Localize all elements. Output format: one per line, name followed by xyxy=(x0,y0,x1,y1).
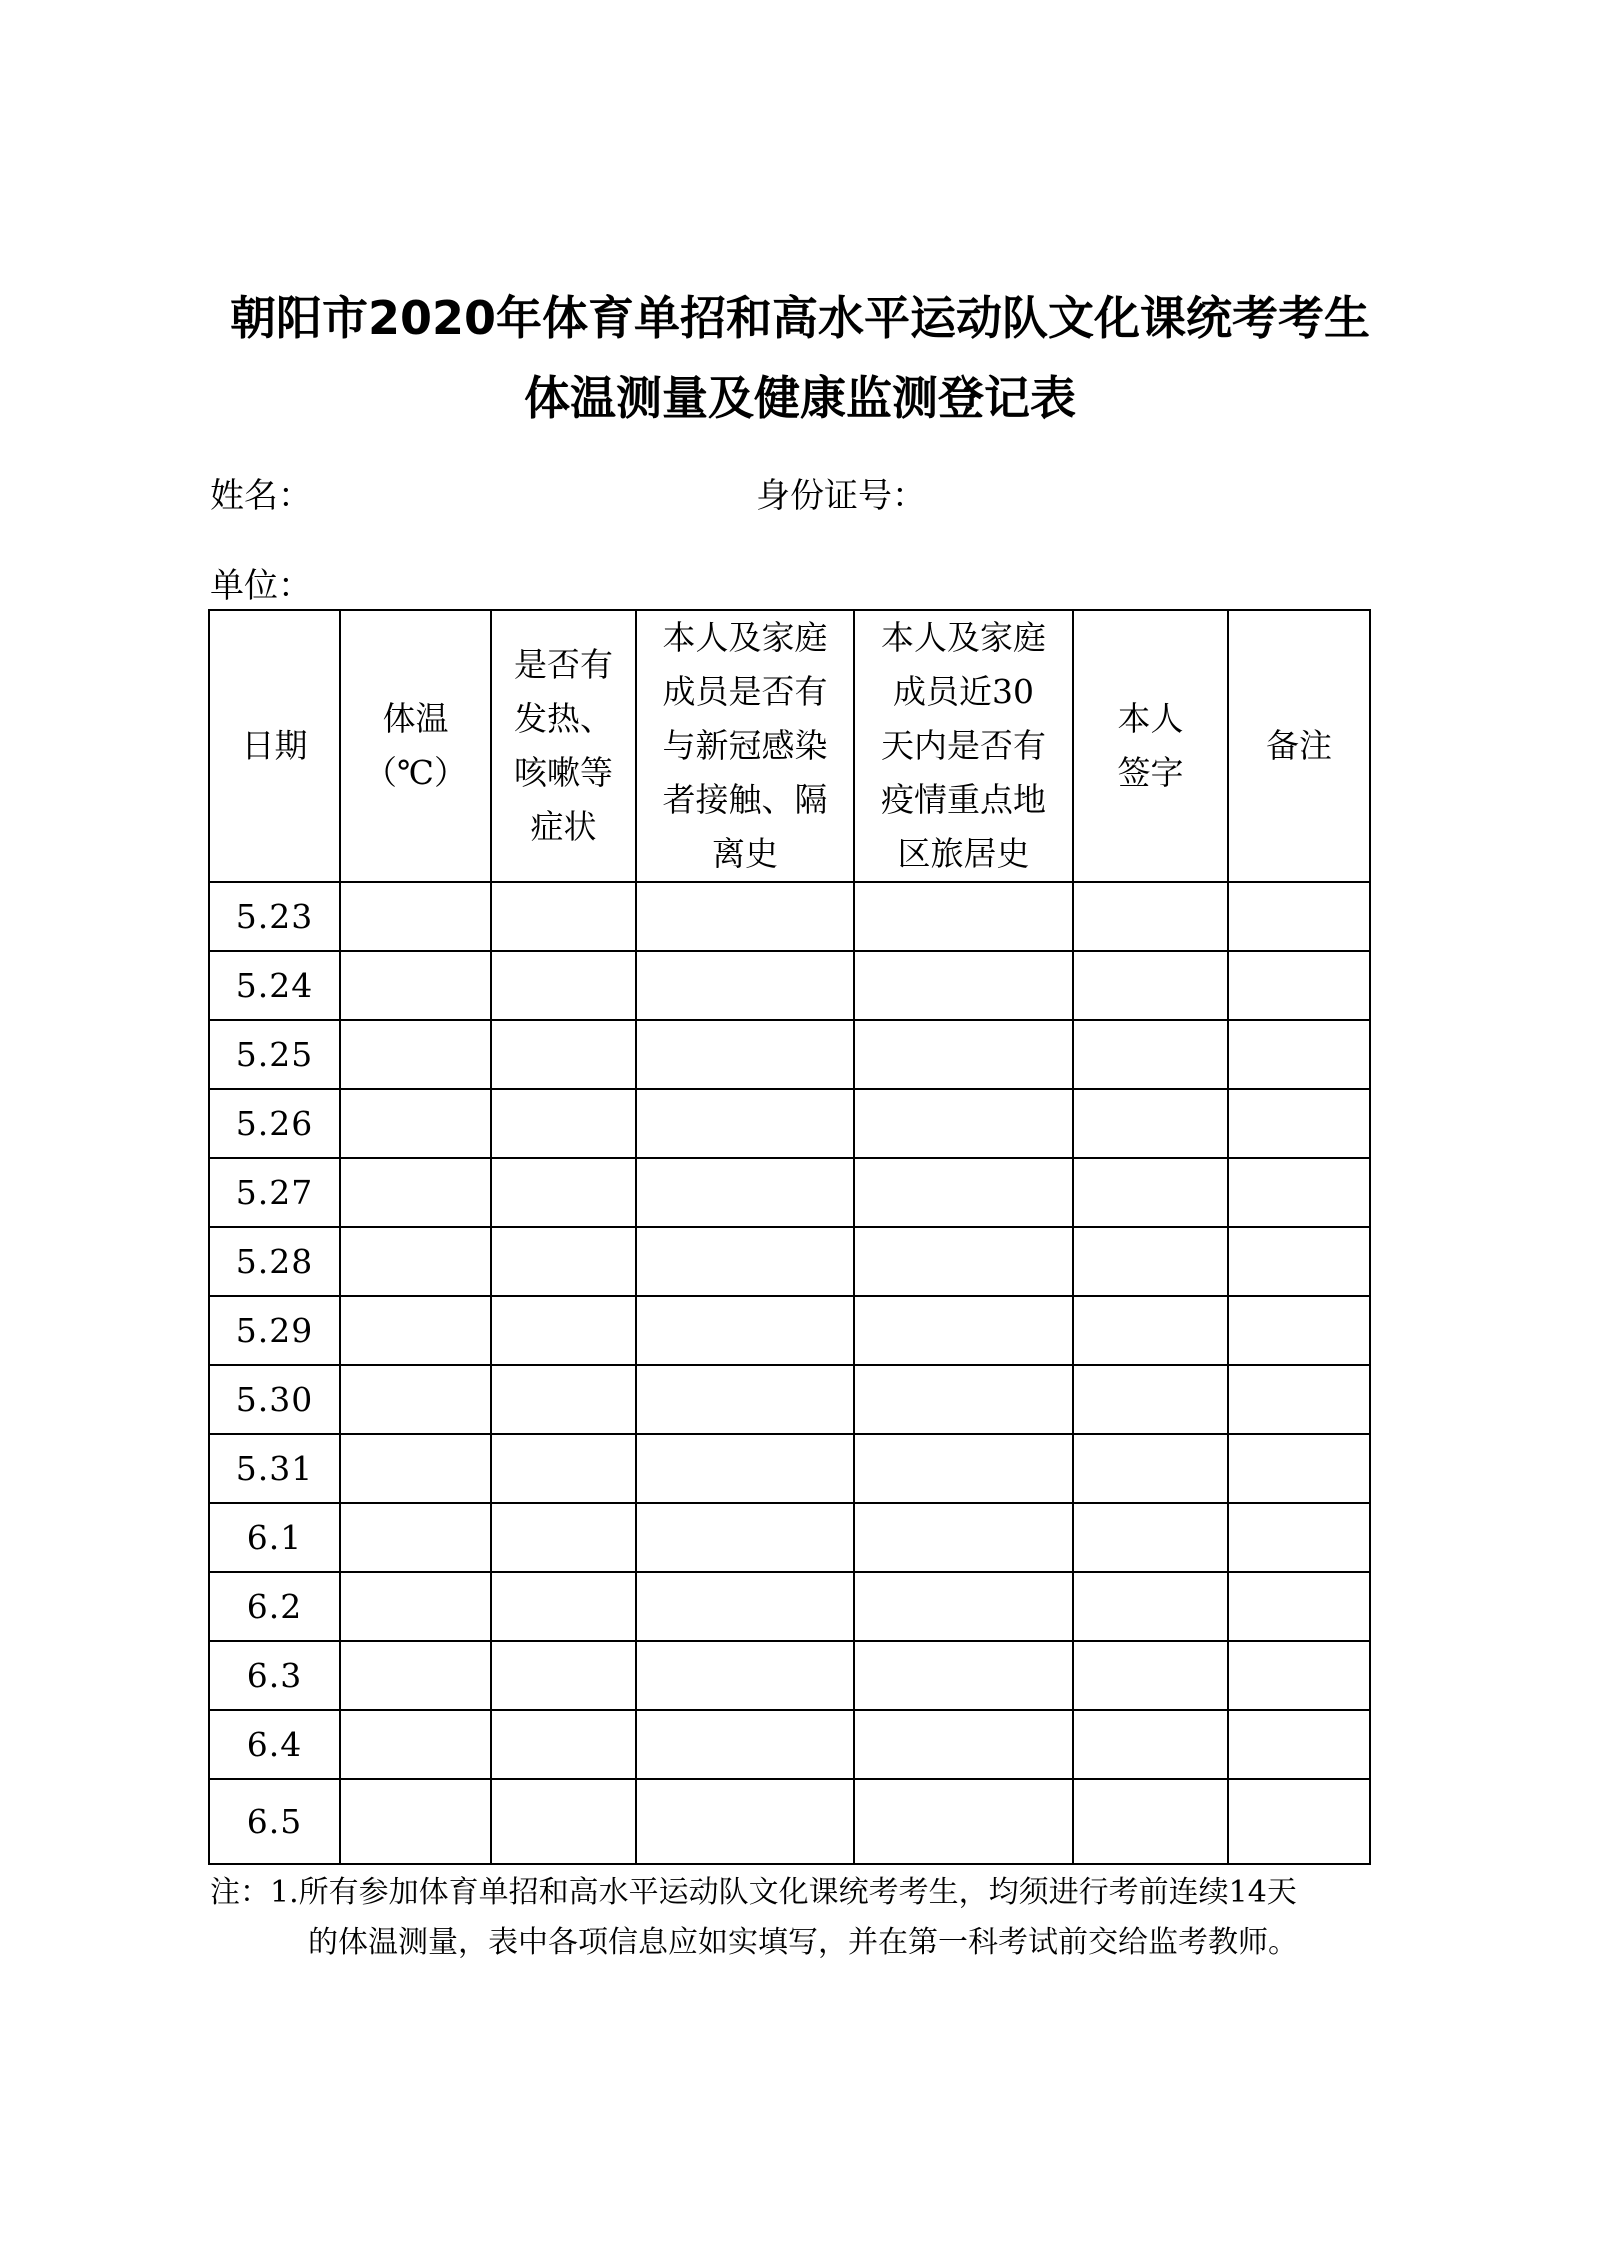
symptoms-cell[interactable] xyxy=(491,951,636,1020)
symptoms-cell[interactable] xyxy=(491,1503,636,1572)
travel-history-cell[interactable] xyxy=(854,1503,1073,1572)
header-signature: 本人 签字 xyxy=(1073,610,1228,882)
symptoms-cell[interactable] xyxy=(491,1089,636,1158)
date-cell: 5.30 xyxy=(209,1365,340,1434)
date-cell: 5.25 xyxy=(209,1020,340,1089)
table-body xyxy=(209,882,1370,1864)
table-row xyxy=(209,1710,1370,1779)
remarks-cell[interactable] xyxy=(1228,1296,1370,1365)
symptoms-cell[interactable] xyxy=(491,1572,636,1641)
signature-cell[interactable] xyxy=(1073,1503,1228,1572)
symptoms-cell[interactable] xyxy=(491,1296,636,1365)
symptoms-cell[interactable] xyxy=(491,882,636,951)
table-header-row xyxy=(209,610,1370,882)
name-label: 姓名： xyxy=(210,476,312,516)
table-row xyxy=(209,1365,1370,1434)
date-cell: 5.29 xyxy=(209,1296,340,1365)
signature-cell[interactable] xyxy=(1073,1434,1228,1503)
remarks-cell[interactable] xyxy=(1228,1779,1370,1864)
date-cell: 5.27 xyxy=(209,1158,340,1227)
contact-history-cell[interactable] xyxy=(636,1710,854,1779)
table-row xyxy=(209,1572,1370,1641)
contact-history-cell[interactable] xyxy=(636,1572,854,1641)
header-date: 日期 xyxy=(209,610,340,882)
table-row xyxy=(209,882,1370,951)
date-cell: 6.1 xyxy=(209,1503,340,1572)
travel-history-cell[interactable] xyxy=(854,1641,1073,1710)
footnote-line-2: 的体温测量，表中各项信息应如实填写，并在第一科考试前交给监考教师。 xyxy=(308,1925,1298,1960)
symptoms-cell[interactable] xyxy=(491,1779,636,1864)
symptoms-cell[interactable] xyxy=(491,1641,636,1710)
remarks-cell[interactable] xyxy=(1228,1365,1370,1434)
signature-cell[interactable] xyxy=(1073,1710,1228,1779)
travel-history-cell[interactable] xyxy=(854,1779,1073,1864)
table-row xyxy=(209,1089,1370,1158)
remarks-cell[interactable] xyxy=(1228,951,1370,1020)
signature-cell[interactable] xyxy=(1073,1365,1228,1434)
travel-history-cell[interactable] xyxy=(854,1434,1073,1503)
temperature-cell[interactable] xyxy=(340,1572,491,1641)
temperature-cell[interactable] xyxy=(340,1296,491,1365)
symptoms-cell[interactable] xyxy=(491,1158,636,1227)
contact-history-cell[interactable] xyxy=(636,1227,854,1296)
table-row xyxy=(209,1296,1370,1365)
symptoms-cell[interactable] xyxy=(491,1227,636,1296)
contact-history-cell[interactable] xyxy=(636,882,854,951)
travel-history-cell[interactable] xyxy=(854,1158,1073,1227)
remarks-cell[interactable] xyxy=(1228,1503,1370,1572)
travel-history-cell[interactable] xyxy=(854,1089,1073,1158)
document-title-line-2: 体温测量及健康监测登记表 xyxy=(524,371,1076,425)
symptoms-cell[interactable] xyxy=(491,1365,636,1434)
contact-history-cell[interactable] xyxy=(636,1020,854,1089)
table-row xyxy=(209,1434,1370,1503)
table-row xyxy=(209,1227,1370,1296)
date-cell: 5.31 xyxy=(209,1434,340,1503)
travel-history-cell[interactable] xyxy=(854,951,1073,1020)
document-title-line-1: 朝阳市2020年体育单招和高水平运动队文化课统考考生 xyxy=(229,291,1371,345)
contact-history-cell[interactable] xyxy=(636,1296,854,1365)
date-cell: 5.24 xyxy=(209,951,340,1020)
travel-history-cell[interactable] xyxy=(854,1710,1073,1779)
date-cell: 5.28 xyxy=(209,1227,340,1296)
travel-history-cell[interactable] xyxy=(854,1020,1073,1089)
temperature-cell[interactable] xyxy=(340,1434,491,1503)
remarks-cell[interactable] xyxy=(1228,1020,1370,1089)
travel-history-cell[interactable] xyxy=(854,1296,1073,1365)
contact-history-cell[interactable] xyxy=(636,1365,854,1434)
signature-cell[interactable] xyxy=(1073,1158,1228,1227)
temperature-cell[interactable] xyxy=(340,1503,491,1572)
contact-history-cell[interactable] xyxy=(636,1641,854,1710)
temperature-cell[interactable] xyxy=(340,1158,491,1227)
contact-history-cell[interactable] xyxy=(636,1434,854,1503)
signature-cell[interactable] xyxy=(1073,1089,1228,1158)
signature-cell[interactable] xyxy=(1073,1020,1228,1089)
id-number-label: 身份证号： xyxy=(756,476,926,516)
contact-history-cell[interactable] xyxy=(636,1089,854,1158)
signature-cell[interactable] xyxy=(1073,882,1228,951)
signature-cell[interactable] xyxy=(1073,1572,1228,1641)
temperature-cell[interactable] xyxy=(340,1641,491,1710)
travel-history-cell[interactable] xyxy=(854,1572,1073,1641)
date-cell: 6.5 xyxy=(209,1779,340,1864)
symptoms-cell[interactable] xyxy=(491,1020,636,1089)
remarks-cell[interactable] xyxy=(1228,1641,1370,1710)
table-row xyxy=(209,1641,1370,1710)
date-cell: 5.23 xyxy=(209,882,340,951)
temperature-cell[interactable] xyxy=(340,882,491,951)
temperature-cell[interactable] xyxy=(340,1089,491,1158)
temperature-cell[interactable] xyxy=(340,1779,491,1864)
header-temperature: 体温 （℃） xyxy=(340,610,491,882)
remarks-cell[interactable] xyxy=(1228,1227,1370,1296)
remarks-cell[interactable] xyxy=(1228,882,1370,951)
date-cell: 5.26 xyxy=(209,1089,340,1158)
table-row xyxy=(209,1158,1370,1227)
temperature-cell[interactable] xyxy=(340,1020,491,1089)
symptoms-cell[interactable] xyxy=(491,1710,636,1779)
table-row xyxy=(209,951,1370,1020)
remarks-cell[interactable] xyxy=(1228,1158,1370,1227)
remarks-cell[interactable] xyxy=(1228,1434,1370,1503)
signature-cell[interactable] xyxy=(1073,1779,1228,1864)
remarks-cell[interactable] xyxy=(1228,1089,1370,1158)
signature-cell[interactable] xyxy=(1073,1296,1228,1365)
contact-history-cell[interactable] xyxy=(636,951,854,1020)
health-monitoring-table xyxy=(208,609,1371,1865)
date-cell: 6.3 xyxy=(209,1641,340,1710)
table-row xyxy=(209,1503,1370,1572)
footnote-line-1: 注：1.所有参加体育单招和高水平运动队文化课统考考生，均须进行考前连续14天 xyxy=(210,1875,1297,1910)
remarks-cell[interactable] xyxy=(1228,1710,1370,1779)
travel-history-cell[interactable] xyxy=(854,1227,1073,1296)
header-remarks: 备注 xyxy=(1228,610,1370,882)
temperature-cell[interactable] xyxy=(340,1227,491,1296)
temperature-cell[interactable] xyxy=(340,1710,491,1779)
header-symptoms: 是否有 发热、 咳嗽等 症状 xyxy=(491,610,636,882)
signature-cell[interactable] xyxy=(1073,1227,1228,1296)
date-cell: 6.4 xyxy=(209,1710,340,1779)
header-travel-history: 本人及家庭 成员近30 天内是否有 疫情重点地 区旅居史 xyxy=(854,610,1073,882)
contact-history-cell[interactable] xyxy=(636,1503,854,1572)
signature-cell[interactable] xyxy=(1073,951,1228,1020)
date-cell: 6.2 xyxy=(209,1572,340,1641)
table-row xyxy=(209,1020,1370,1089)
temperature-cell[interactable] xyxy=(340,1365,491,1434)
travel-history-cell[interactable] xyxy=(854,882,1073,951)
travel-history-cell[interactable] xyxy=(854,1365,1073,1434)
table-row xyxy=(209,1779,1370,1864)
signature-cell[interactable] xyxy=(1073,1641,1228,1710)
temperature-cell[interactable] xyxy=(340,951,491,1020)
unit-label: 单位： xyxy=(210,566,312,606)
contact-history-cell[interactable] xyxy=(636,1158,854,1227)
header-contact-history: 本人及家庭 成员是否有 与新冠感染 者接触、隔 离史 xyxy=(636,610,854,882)
contact-history-cell[interactable] xyxy=(636,1779,854,1864)
symptoms-cell[interactable] xyxy=(491,1434,636,1503)
remarks-cell[interactable] xyxy=(1228,1572,1370,1641)
